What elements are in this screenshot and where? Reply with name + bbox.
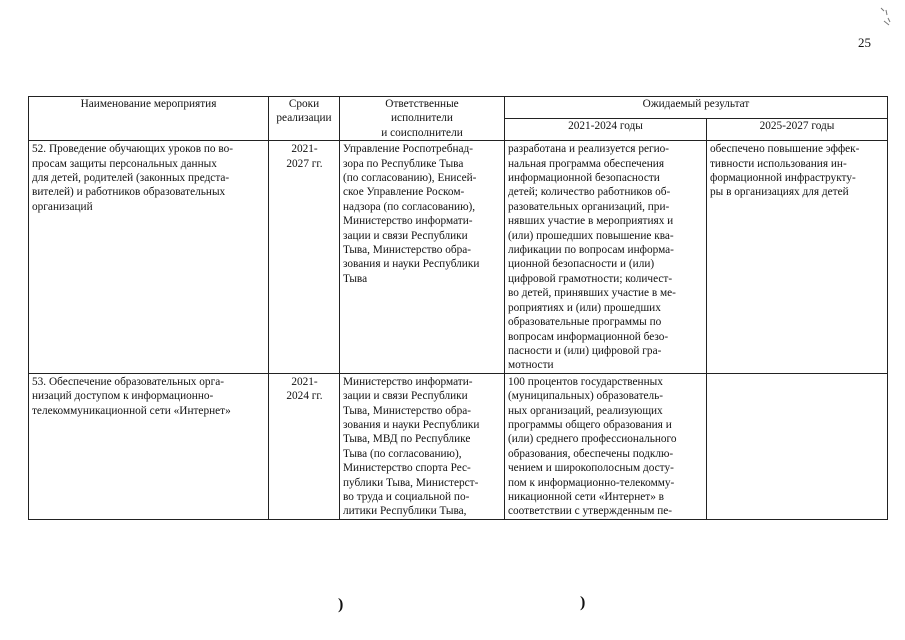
margin-mark-left: )	[338, 596, 344, 613]
header-responsible: Ответственные исполнители и соисполнители	[340, 97, 505, 141]
row-result-2021-2024: разработана и реализуется регио- нальная программа обеспечения информационной безопасности детей; количество работников об- разовательных организаций, при- нявших участие в мероприятиях и (или) прошедших повышение ква- лификации по вопросам информа- ционной безопасности и (или) цифровой грамотности; количест- во детей, принявших участие в ме- роприятиях и (или) прошедших образовательные программы по вопросам информационной безо- пасности и (или) цифровой гра- мотности	[505, 141, 707, 374]
table-row	[29, 141, 888, 374]
table-header-row	[29, 97, 888, 119]
margin-mark-right: )	[580, 594, 586, 611]
row-responsible: Управление Роспотребнад- зора по Республике Тыва (по согласованию), Енисей- ское Управление Роском- надзора (по согласованию), Министерство информати- зации и связи Республики Тыва, Министерство обра- зования и науки Республики Тыва	[340, 141, 505, 374]
header-dates: Сроки реализации	[269, 97, 340, 141]
row-result-2025-2027: обеспечено повышение эффек- тивности использования ин- формационной инфраструкту- ры в организациях для детей	[707, 141, 888, 374]
header-name: Наименование мероприятия	[29, 97, 269, 141]
row-dates: 2021- 2024 гг.	[269, 373, 340, 519]
row-result-2025-2027	[707, 373, 888, 519]
row-result-2021-2024: 100 процентов государственных (муниципальных) образователь- ных организаций, реализующих программы общего образования и (или) среднего профессионального образования, обеспечены подклю- чением и широкополосным досту- пом к информационно-телекомму- никационной сети «Интернет» в соответствии с утвержденным пе-	[505, 373, 707, 519]
page-number: 25	[858, 35, 871, 50]
row-name: 53. Обеспечение образовательных орга- низаций доступом к информационно- телекоммуникационной сети «Интернет»	[29, 373, 269, 519]
header-period-2021-2024: 2021-2024 годы	[505, 119, 707, 141]
header-expected-result: Ожидаемый результат	[505, 97, 888, 119]
row-name: 52. Проведение обучающих уроков по во- просам защиты персональных данных для детей, родителей (законных предста- вителей) и работников образовательных организаций	[29, 141, 269, 374]
corner-scribble-mark	[878, 6, 892, 28]
header-period-2025-2027: 2025-2027 годы	[707, 119, 888, 141]
table-row	[29, 373, 888, 519]
row-responsible: Министерство информати- зации и связи Республики Тыва, Министерство обра- зования и науки Республики Тыва, МВД по Республике Тыва (по согласованию), Министерство спорта Рес- публики Тыва, Министерст- во труда и социальной по- литики Республики Тыва,	[340, 373, 505, 519]
events-table	[28, 96, 888, 520]
row-dates: 2021- 2027 гг.	[269, 141, 340, 374]
